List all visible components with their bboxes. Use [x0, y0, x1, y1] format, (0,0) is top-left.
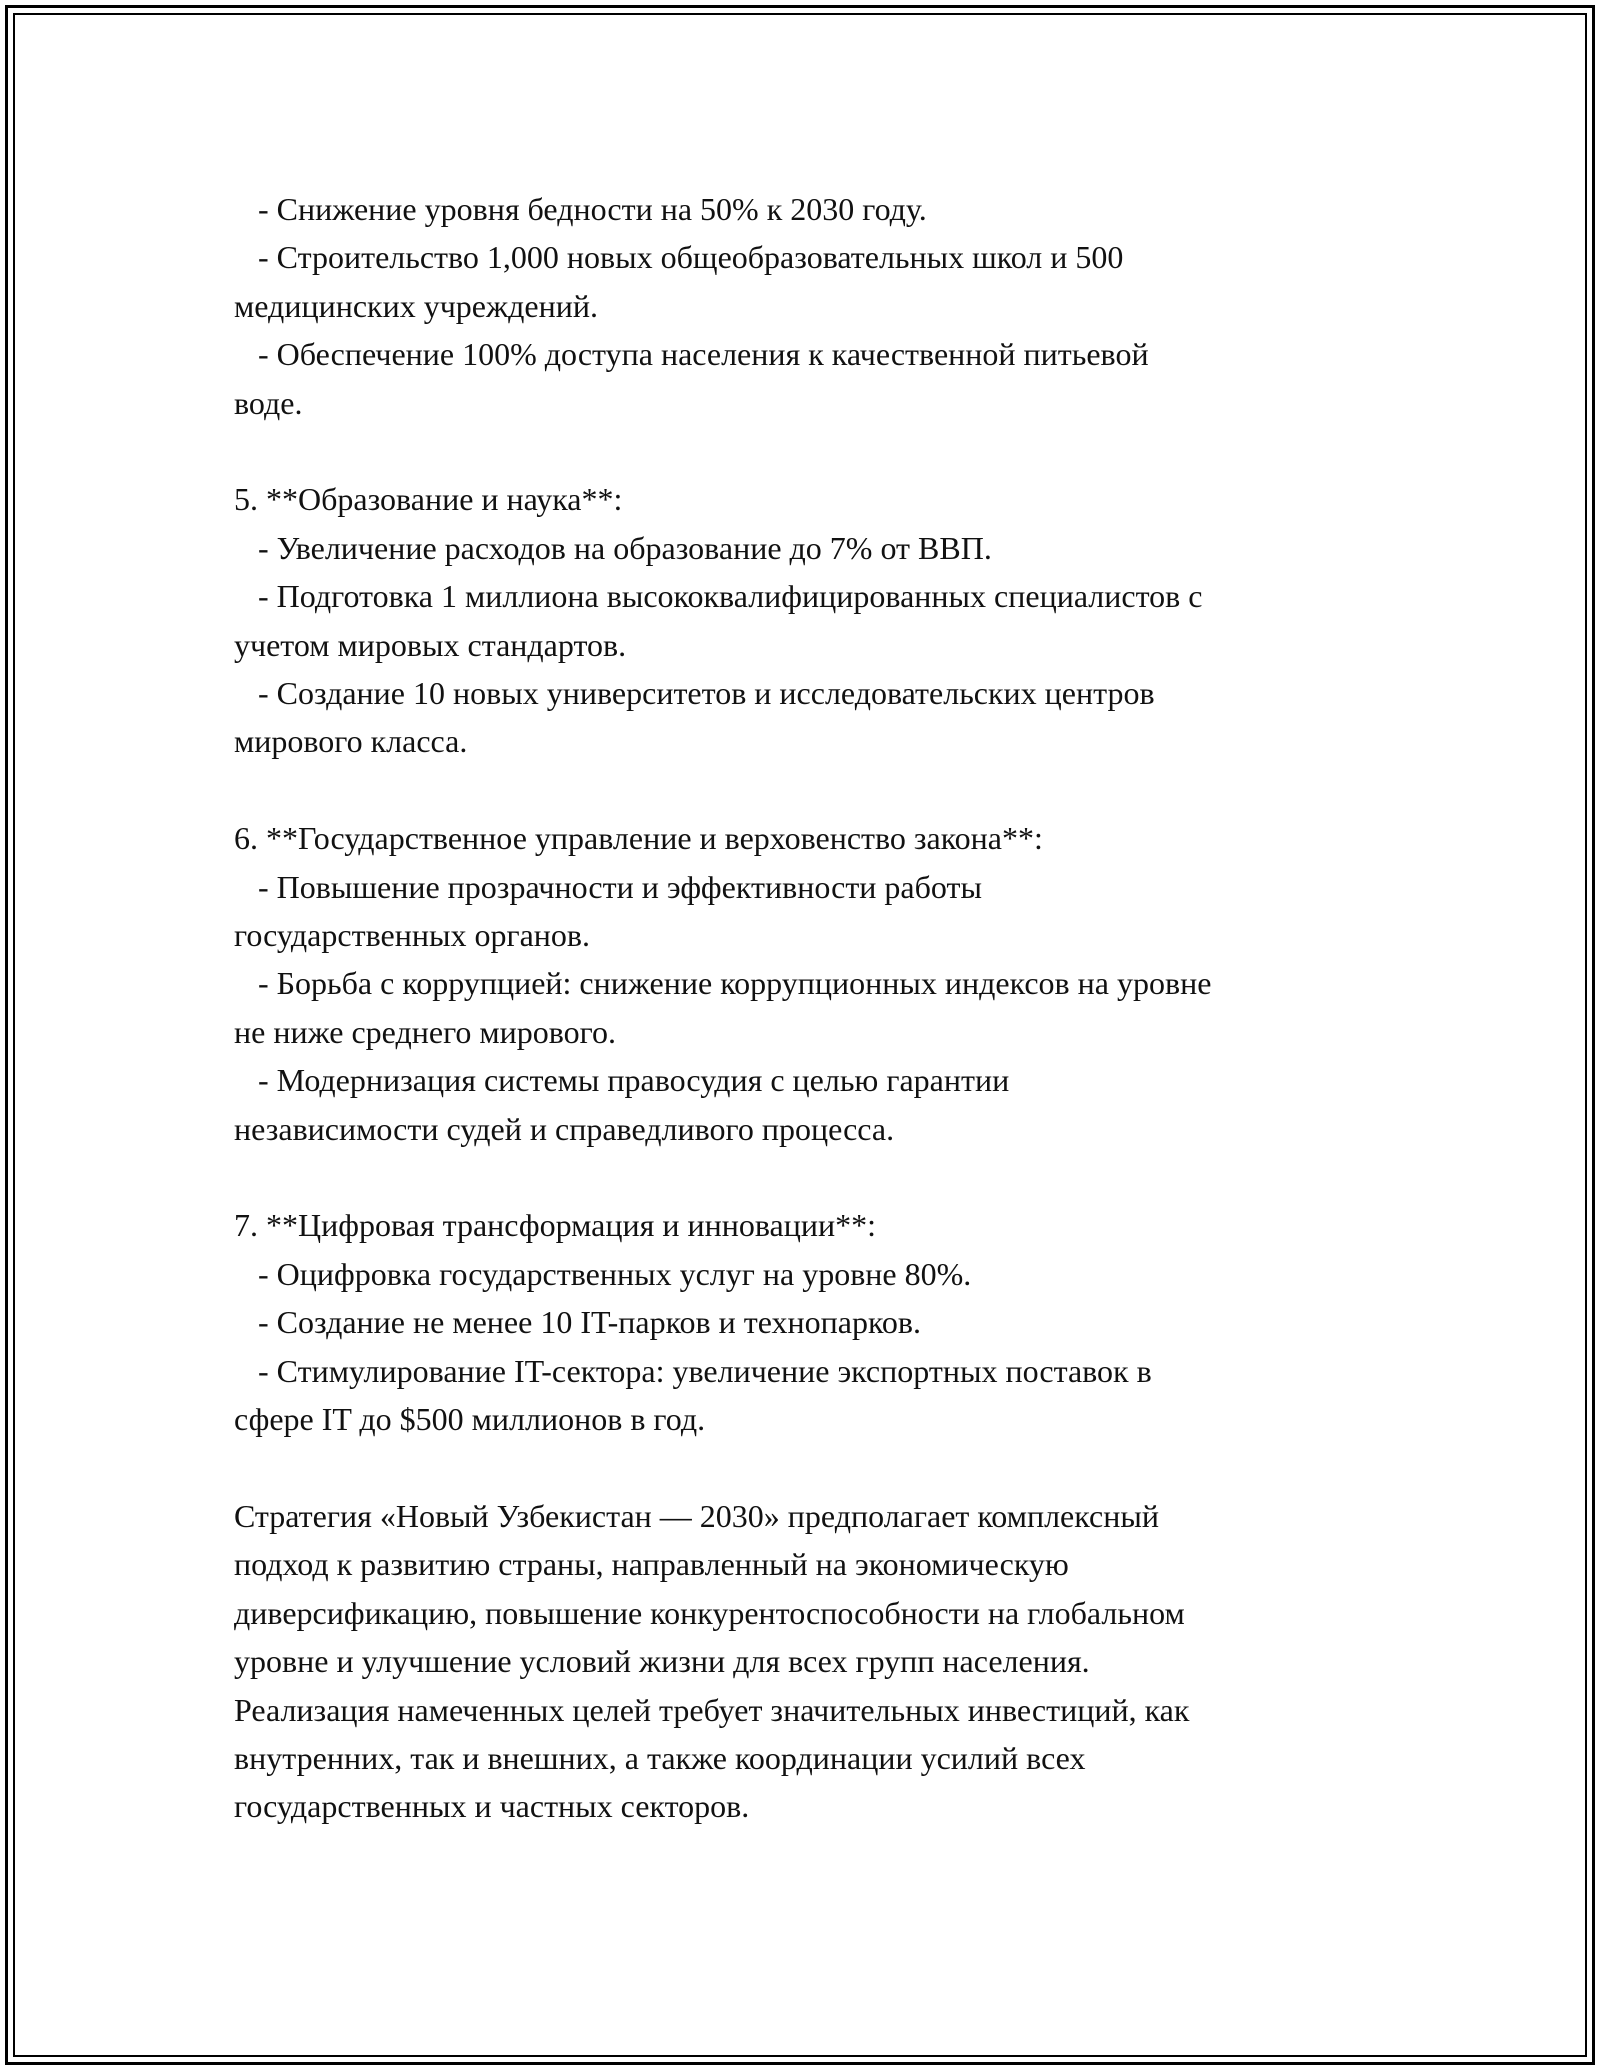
list-item [234, 524, 1384, 572]
section-heading: 7. **Цифровая трансформация и инновации**: [234, 1207, 876, 1244]
conclusion-paragraph [234, 1492, 1384, 1831]
text-line: Стратегия «Новый Узбекистан — 2030» предполагает комплексный [234, 1497, 1159, 1534]
text-line: - Оцифровка государственных услуг на уровне 80%. [234, 1255, 972, 1292]
text-line: независимости судей и справедливого процесса. [234, 1110, 895, 1147]
section-heading: 5. **Образование и наука**: [234, 481, 623, 518]
paragraph-gap [234, 766, 1384, 814]
paragraph-gap [234, 427, 1384, 475]
text-line: - Создание 10 новых университетов и исследовательских центров [234, 675, 1155, 712]
list-item [234, 330, 1384, 427]
list-item [234, 669, 1384, 766]
section-education [234, 475, 1384, 765]
text-line: - Модернизация системы правосудия с целью гарантии [234, 1062, 1010, 1099]
text-line: - Создание не менее 10 IT-парков и технопарков. [234, 1304, 921, 1341]
list-item [234, 1056, 1384, 1153]
text-line: - Строительство 1,000 новых общеобразовательных школ и 500 [234, 239, 1124, 276]
list-item [234, 959, 1384, 1056]
section-governance [234, 814, 1384, 1153]
text-line: внутренних, так и внешних, а также координации усилий всех [234, 1739, 1086, 1776]
list-item [234, 1347, 1384, 1444]
text-line: диверсификацию, повышение конкурентоспособности на глобальном [234, 1594, 1185, 1631]
list-item [234, 572, 1384, 669]
text-line: - Обеспечение 100% доступа населения к качественной питьевой [234, 336, 1149, 373]
list-item [234, 185, 1384, 233]
text-line: не ниже среднего мирового. [234, 1013, 616, 1050]
text-line: учетом мировых стандартов. [234, 626, 627, 663]
text-line: мирового класса. [234, 723, 468, 760]
text-line: - Борьба с коррупцией: снижение коррупционных индексов на уровне [234, 965, 1212, 1002]
text-line: - Снижение уровня бедности на 50% к 2030 году. [234, 191, 927, 227]
list-item [234, 1250, 1384, 1298]
text-line: уровне и улучшение условий жизни для всех групп населения. [234, 1643, 1090, 1680]
document-body [234, 185, 1384, 1831]
text-line: медицинских учреждений. [234, 287, 598, 324]
list-item [234, 1298, 1384, 1346]
paragraph-gap [234, 1444, 1384, 1492]
text-line: - Подготовка 1 миллиона высококвалифицированных специалистов с [234, 578, 1203, 615]
text-line: государственных и частных секторов. [234, 1788, 750, 1825]
paragraph-gap [234, 1153, 1384, 1201]
text-line: - Повышение прозрачности и эффективности работы [234, 868, 982, 905]
text-line: сфере IT до $500 миллионов в год. [234, 1401, 706, 1438]
section-heading: 6. **Государственное управление и верховенство закона**: [234, 820, 1043, 857]
intro-list [234, 185, 1384, 427]
text-line: государственных органов. [234, 917, 590, 954]
text-line: воде. [234, 384, 303, 421]
text-line: Реализация намеченных целей требует значительных инвестиций, как [234, 1691, 1190, 1728]
section-digital [234, 1201, 1384, 1443]
list-item [234, 863, 1384, 960]
text-line: подход к развитию страны, направленный на экономическую [234, 1546, 1069, 1583]
text-line: - Стимулирование IT-сектора: увеличение экспортных поставок в [234, 1352, 1152, 1389]
text-line: - Увеличение расходов на образование до 7% от ВВП. [234, 529, 992, 566]
list-item [234, 233, 1384, 330]
